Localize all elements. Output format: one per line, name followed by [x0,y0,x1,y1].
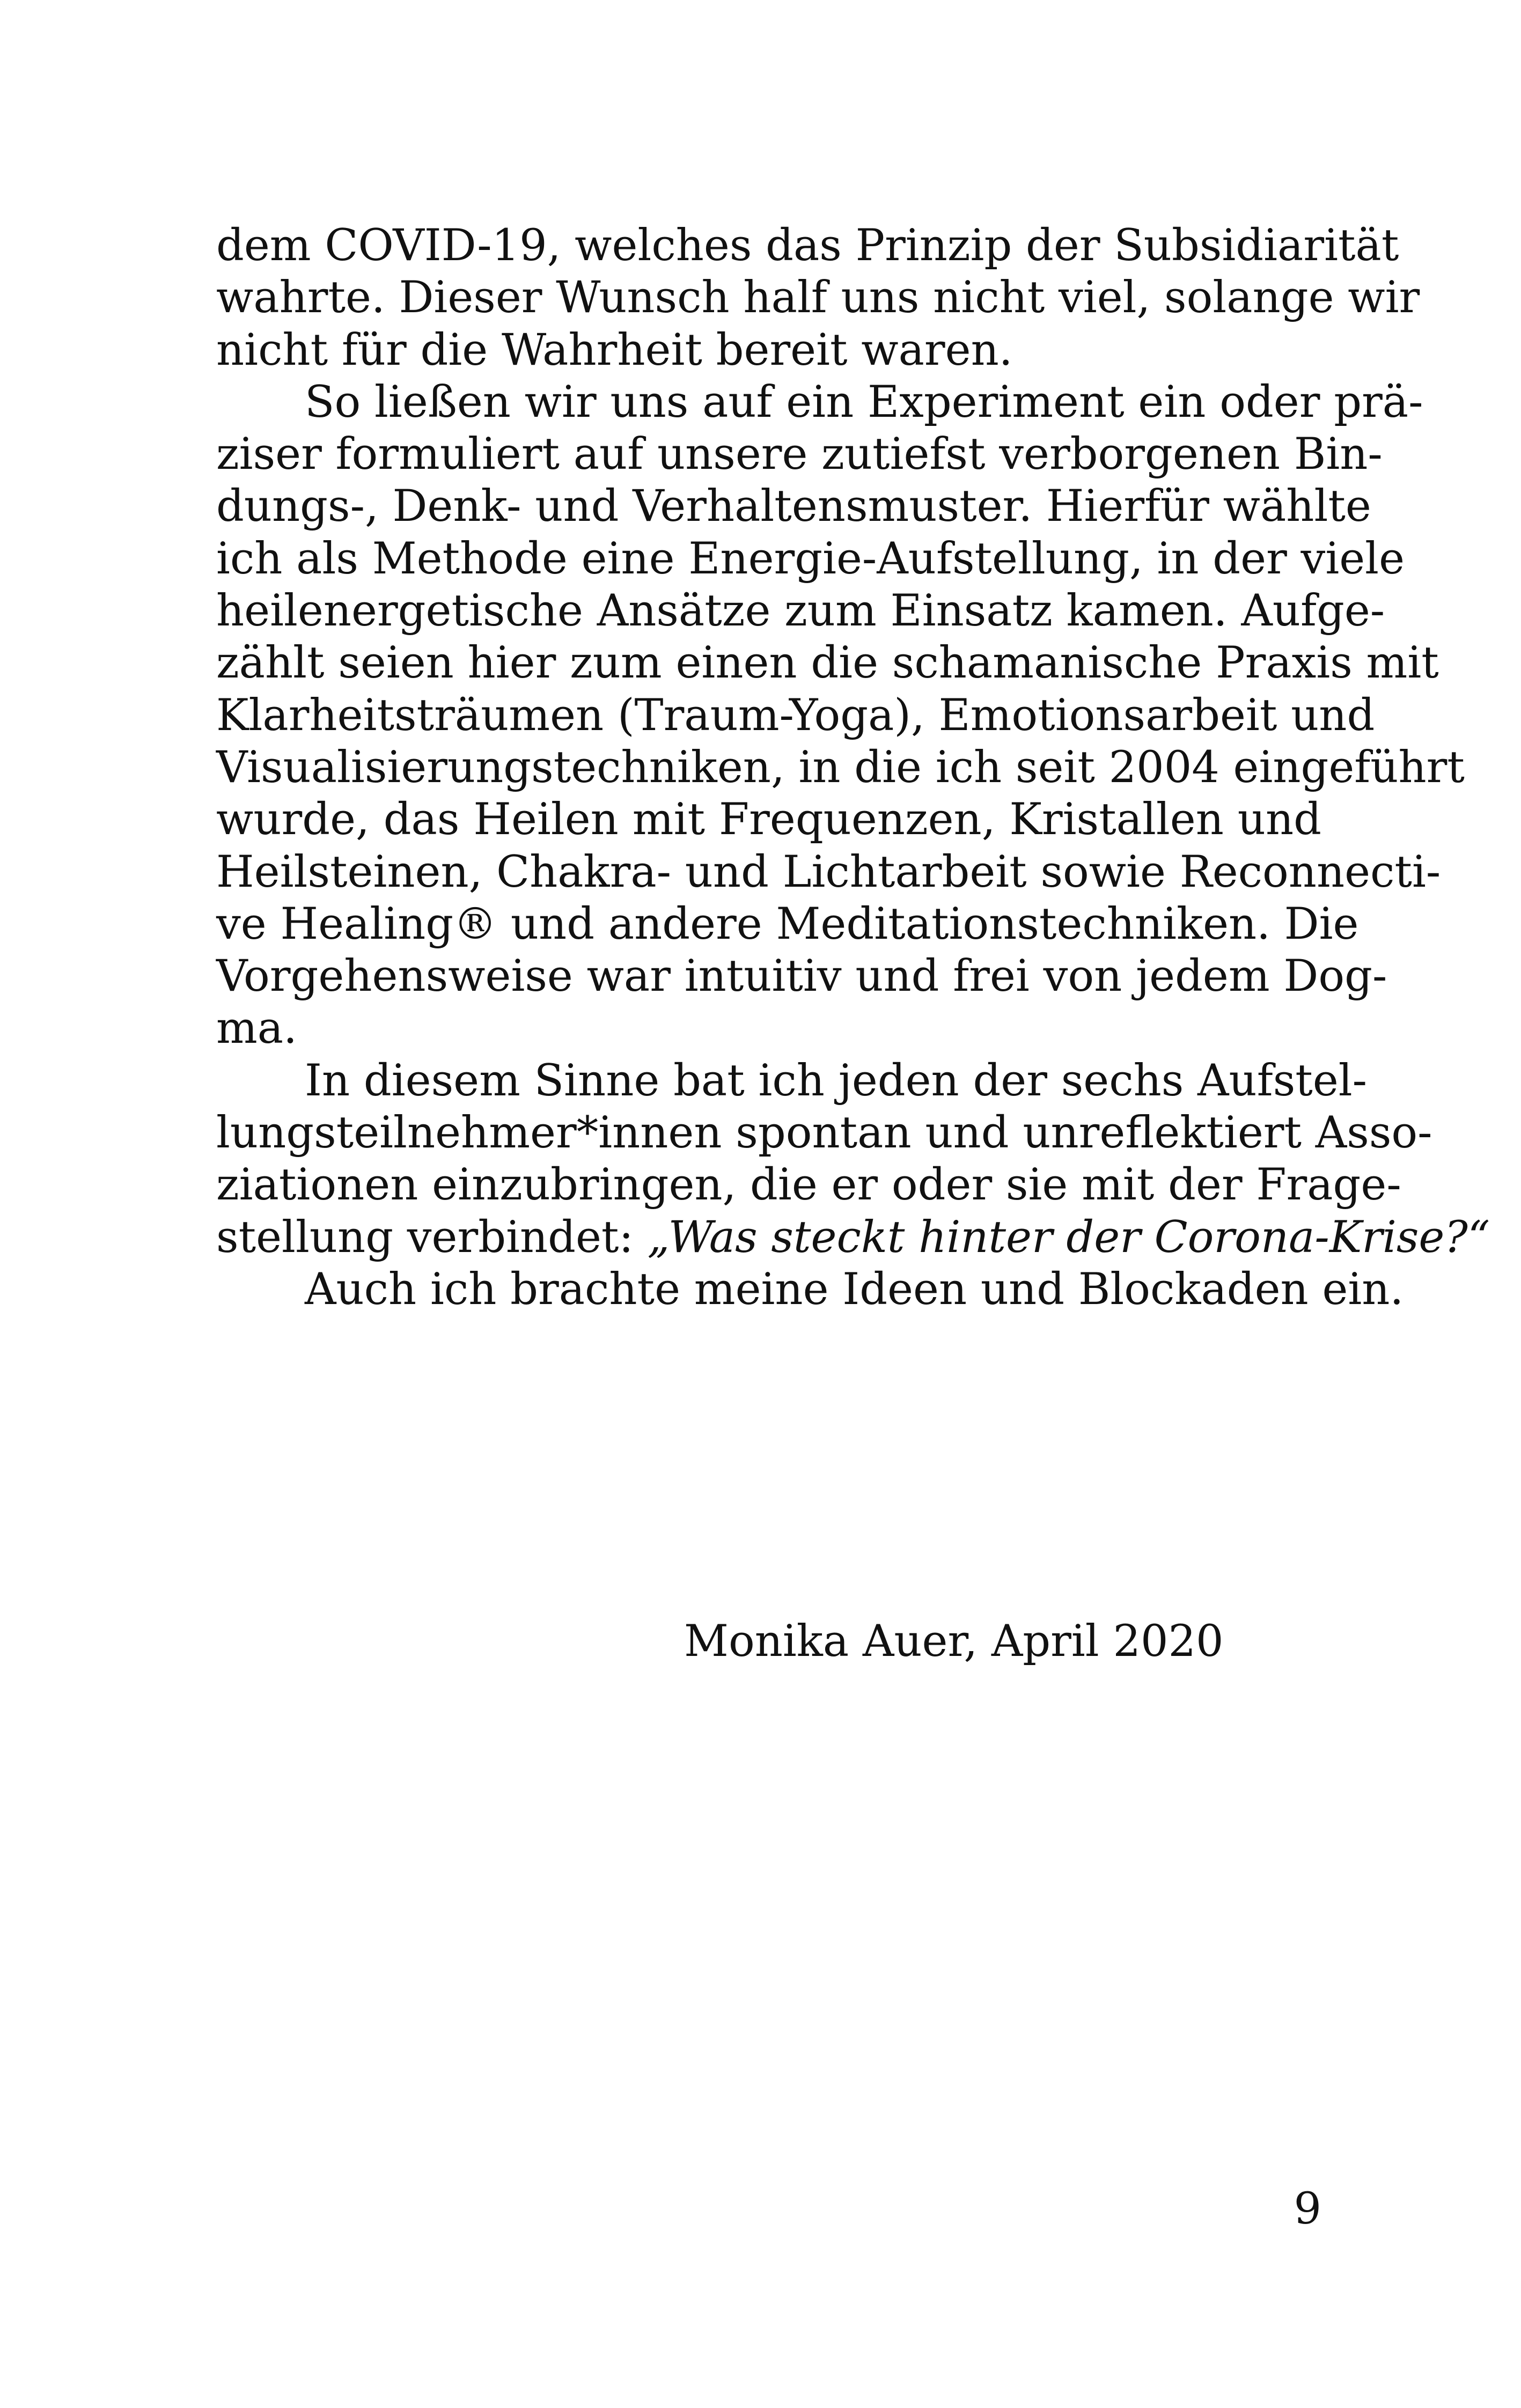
text-line: dungs-, Denk- und Verhaltensmuster. Hierfür wählte [216,481,1371,532]
author-signature: Monika Auer, April 2020 [684,1616,1224,1667]
text-line: Visualisierungstechniken, in die ich seit 2004 eingeführt [216,742,1465,793]
text-line: Vorgehensweise war intuitiv und frei von jedem Dog- [216,951,1387,1002]
text-line: So ließen wir uns auf ein Experiment ein oder prä- [305,377,1423,428]
italic-quote: „Was steckt hinter der Corona-Krise?“ [647,1212,1490,1263]
text-line: ziationen einzubringen, die er oder sie mit der Frage- [216,1160,1401,1211]
text-line: ich als Methode eine Energie-Aufstellung, in der viele [216,533,1405,584]
body-text [216,220,1490,1316]
text-line: ziser formuliert auf unsere zutiefst verborgenen Bin- [216,429,1383,480]
text-line: wahrte. Dieser Wunsch half uns nicht viel, solange wir [216,273,1420,323]
text-line: Auch ich brachte meine Ideen und Blockaden ein. [305,1264,1404,1315]
text-line: dem COVID-19, welches das Prinzip der Subsidiarität [216,220,1399,271]
text-line: lungsteilnehmer*innen spontan und unreflektiert Asso- [216,1108,1432,1159]
text-line: nicht für die Wahrheit bereit waren. [216,325,1013,375]
page-number: 9 [1294,2184,1321,2234]
text-line-prefix: stellung verbindet: [216,1212,648,1263]
text-line: Klarheitsträumen (Traum-Yoga), Emotionsarbeit und [216,690,1375,741]
text-line: wurde, das Heilen mit Frequenzen, Kristallen und [216,794,1321,845]
text-line: In diesem Sinne bat ich jeden der sechs Aufstel- [305,1055,1368,1106]
text-line: heilenergetische Ansätze zum Einsatz kamen. Aufge- [216,586,1385,637]
text-line [216,1212,1490,1264]
text-line: ve Healing® und andere Meditationstechniken. Die [216,899,1359,949]
text-line: ma. [216,1003,297,1054]
text-line: zählt seien hier zum einen die schamanische Praxis mit [216,638,1439,689]
text-line: Heilsteinen, Chakra- und Lichtarbeit sowie Reconnecti- [216,846,1441,897]
